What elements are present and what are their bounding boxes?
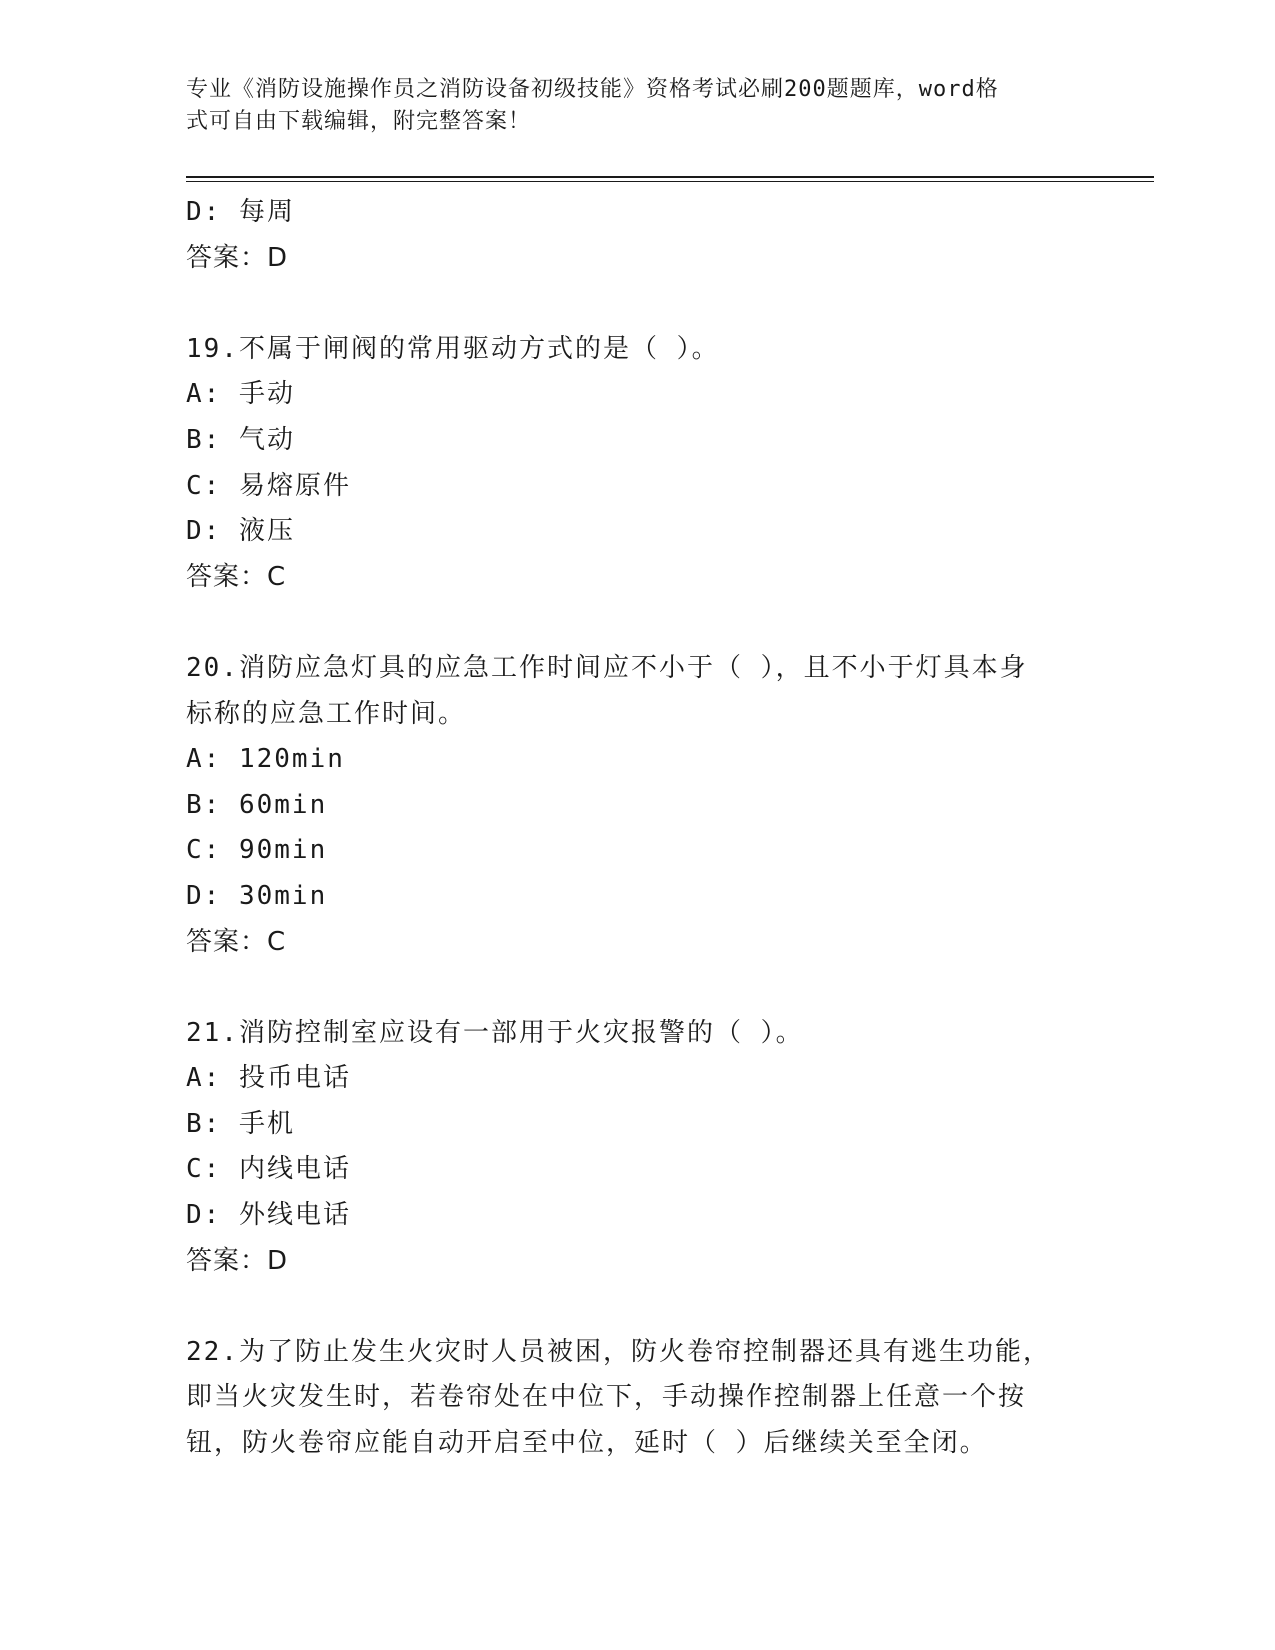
- header-line-1: 专业《消防设施操作员之消防设备初级技能》资格考试必刷200题题库，word格: [186, 77, 999, 102]
- question-20: [186, 646, 1086, 965]
- option-d: D: 每周: [186, 197, 295, 227]
- question-19: [186, 327, 1086, 601]
- option-a: A: 120min: [186, 744, 345, 775]
- option-a: A: 投币电话: [186, 1063, 351, 1094]
- option-b: B: 气动: [186, 424, 295, 455]
- question-stem-continued: 钮，防火卷帘应能自动开启至中位，延时（ ）后继续关至全闭。: [186, 1428, 988, 1459]
- question-list: [186, 190, 1086, 1467]
- option-d: D: 外线电话: [186, 1200, 351, 1231]
- question-stem: 22.为了防止发生火灾时人员被困，防火卷帘控制器还具有逃生功能，: [186, 1336, 1051, 1367]
- answer: 答案：D: [186, 242, 289, 273]
- header-line-2: 式可自由下载编辑，附完整答案！: [186, 109, 532, 134]
- header-divider-thin: [186, 181, 1154, 182]
- option-c: C: 易熔原件: [186, 470, 351, 501]
- question-stem: 19.不属于闸阀的常用驱动方式的是（ ）。: [186, 333, 720, 364]
- spacer: [186, 600, 1086, 646]
- question-21: [186, 1011, 1086, 1285]
- answer: 答案：C: [186, 561, 287, 592]
- answer: 答案：D: [186, 1245, 289, 1276]
- question-stem-continued: 标称的应急工作时间。: [186, 698, 467, 729]
- answer: 答案：C: [186, 926, 287, 957]
- spacer: [186, 281, 1086, 327]
- spacer: [186, 1284, 1086, 1330]
- question-stem: 21.消防控制室应设有一部用于火灾报警的（ ）。: [186, 1017, 804, 1048]
- option-d: D: 30min: [186, 880, 328, 911]
- option-c: C: 90min: [186, 835, 328, 866]
- option-d: D: 液压: [186, 516, 295, 547]
- question-stem-continued: 即当火灾发生时，若卷帘处在中位下，手动操作控制器上任意一个按: [186, 1382, 1027, 1413]
- question-18-tail: [186, 190, 1086, 281]
- page-header: [186, 74, 1066, 138]
- option-b: B: 手机: [186, 1108, 295, 1139]
- option-a: A: 手动: [186, 379, 295, 410]
- question-stem: 20.消防应急灯具的应急工作时间应不小于（ ），且不小于灯具本身: [186, 652, 1028, 683]
- option-c: C: 内线电话: [186, 1154, 351, 1185]
- header-divider-thick: [186, 176, 1154, 178]
- option-b: B: 60min: [186, 789, 328, 820]
- question-22: [186, 1330, 1086, 1467]
- spacer: [186, 965, 1086, 1011]
